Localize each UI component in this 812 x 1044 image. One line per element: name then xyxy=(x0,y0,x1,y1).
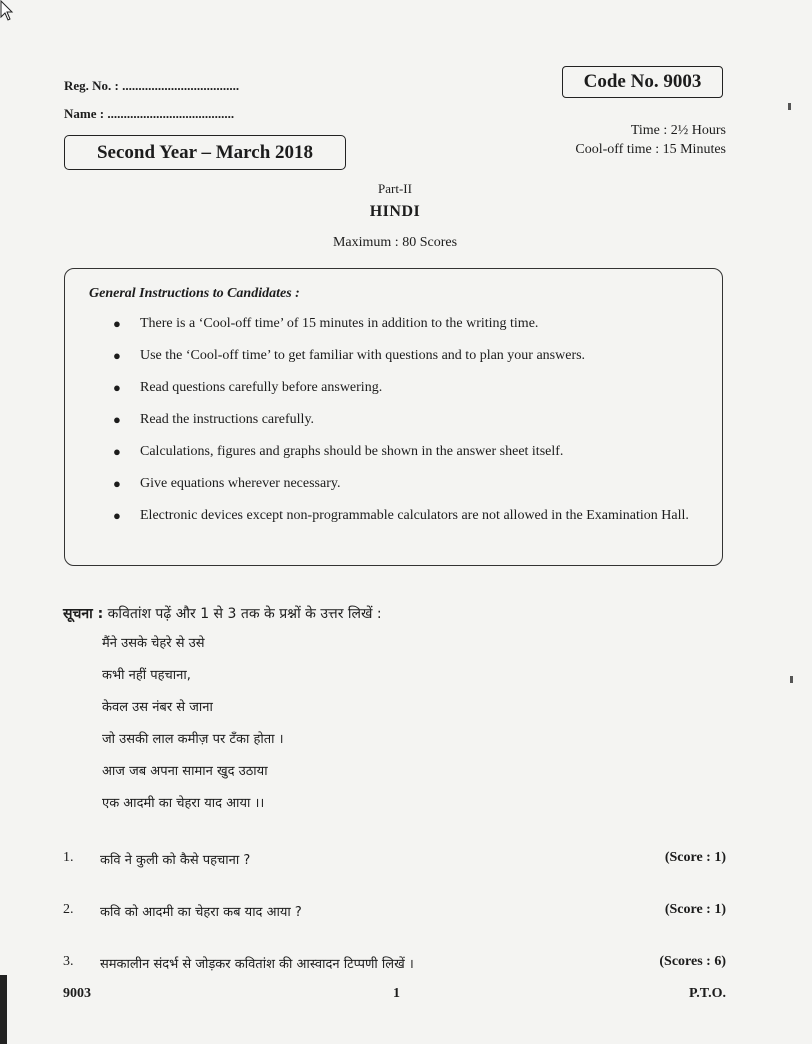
bullet-icon: ● xyxy=(113,380,121,395)
question-text: कवि ने कुली को कैसे पहचाना ? xyxy=(100,853,251,868)
poem-line: केवल उस नंबर से जाना xyxy=(102,700,213,715)
instruction-item: ● Calculations, figures and graphs should be shown in the answer sheet itself. xyxy=(113,444,564,459)
poem-excerpt xyxy=(102,634,284,826)
question-number: 3. xyxy=(63,954,74,969)
subject-title: HINDI xyxy=(369,203,421,220)
question-text: कवि को आदमी का चेहरा कब याद आया ? xyxy=(100,905,302,920)
scan-speck xyxy=(790,676,793,683)
bullet-icon: ● xyxy=(113,316,121,331)
cooloff-time: Cool-off time : 15 Minutes xyxy=(575,142,726,157)
exam-time: Time : 2½ Hours xyxy=(630,123,726,138)
bullet-icon: ● xyxy=(113,476,121,491)
exam-title-box: Second Year – March 2018 xyxy=(64,135,346,170)
notice-text: कवितांश पढ़ें और 1 से 3 तक के प्रश्नों के उत्तर लिखें : xyxy=(103,606,382,622)
instruction-item: ● Read questions carefully before answering. xyxy=(113,380,383,395)
question-text: समकालीन संदर्भ से जोड़कर कवितांश की आस्वादन टिप्पणी लिखें । xyxy=(100,957,414,972)
instruction-item: ● Give equations wherever necessary. xyxy=(113,476,341,491)
poem-line: कभी नहीं पहचाना, xyxy=(102,668,191,683)
notice-label: सूचना : xyxy=(63,606,104,622)
instruction-item: ● There is a ‘Cool-off time’ of 15 minutes in addition to the writing time. xyxy=(113,316,539,331)
poem-line: एक आदमी का चेहरा याद आया ।। xyxy=(102,796,265,811)
scan-edge-mark xyxy=(0,975,7,1044)
poem-line: मैंने उसके चेहरे से उसे xyxy=(102,636,205,651)
instructions-title: General Instructions to Candidates : xyxy=(89,286,300,301)
poem-line: आज जब अपना सामान खुद उठाया xyxy=(102,764,268,779)
part-label: Part-II xyxy=(378,181,412,196)
question-number: 1. xyxy=(63,850,74,865)
bullet-icon: ● xyxy=(113,508,121,523)
max-score: Maximum : 80 Scores xyxy=(332,235,458,250)
bullet-icon: ● xyxy=(113,444,121,459)
question-score: (Scores : 6) xyxy=(659,954,726,969)
question-score: (Score : 1) xyxy=(664,850,726,865)
instruction-item: ● Electronic devices except non-programmable calculators are not allowed in the Examination Hall. xyxy=(113,508,689,523)
reg-no-field: Reg. No. : .................................... xyxy=(64,78,240,93)
scan-speck xyxy=(788,103,791,110)
poem-line: जो उसकी लाल कमीज़ पर टँका होता । xyxy=(102,732,284,747)
name-field: Name : ....................................... xyxy=(64,106,235,121)
code-number-box: Code No. 9003 xyxy=(562,66,723,98)
pto-label: P.T.O. xyxy=(689,986,726,1001)
question-score: (Score : 1) xyxy=(664,902,726,917)
question-number: 2. xyxy=(63,902,74,917)
instruction-item: ● Read the instructions carefully. xyxy=(113,412,315,427)
instruction-item: ● Use the ‘Cool-off time’ to get familiar with questions and to plan your answers. xyxy=(113,348,586,363)
bullet-icon: ● xyxy=(113,348,121,363)
section-notice xyxy=(63,604,382,623)
footer-code: 9003 xyxy=(63,986,91,1001)
instructions-list xyxy=(113,315,713,539)
page-number: 1 xyxy=(393,986,400,1001)
instructions-box xyxy=(64,268,723,566)
bullet-icon: ● xyxy=(113,412,121,427)
mouse-cursor-icon xyxy=(0,0,14,22)
